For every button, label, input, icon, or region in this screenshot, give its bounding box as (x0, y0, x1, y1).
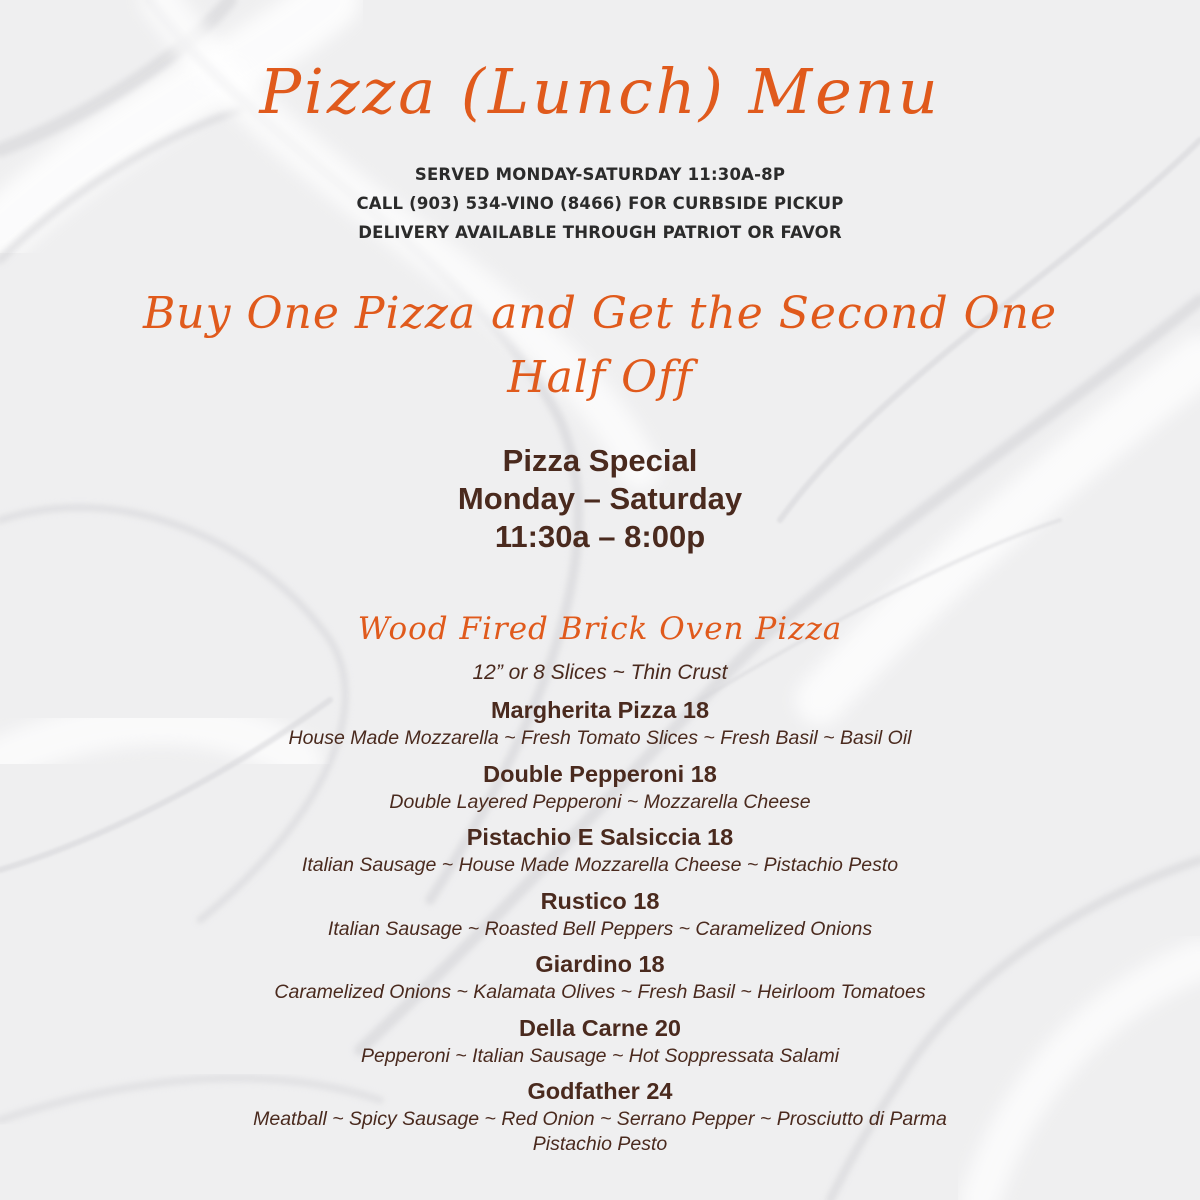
service-hours: SERVED MONDAY-SATURDAY 11:30A-8P (414, 165, 786, 184)
menu-item (0, 885, 1200, 949)
menu-item (0, 821, 1200, 885)
menu-title: Pizza (Lunch) Menu (259, 55, 941, 128)
pizza-special (0, 442, 1200, 556)
item-description: Italian Sausage ~ Roasted Bell Peppers ~ Caramelized Onions (327, 917, 873, 940)
special-hours: 11:30a – 8:00p (494, 519, 706, 554)
promo-line-1: Buy One Pizza and Get the Second One (142, 288, 1058, 339)
special-days: Monday – Saturday (457, 481, 743, 516)
item-description: Pepperoni ~ Italian Sausage ~ Hot Soppressata Salami (360, 1044, 840, 1067)
item-description: Double Layered Pepperoni ~ Mozzarella Cheese (389, 790, 811, 813)
item-description: House Made Mozzarella ~ Fresh Tomato Slices ~ Fresh Basil ~ Basil Oil (288, 727, 912, 749)
menu-item (0, 694, 1200, 758)
item-name: Double Pepperoni 18 (483, 760, 717, 787)
curbside-phone: CALL (903) 534-VINO (8466) FOR CURBSIDE PICKUP (356, 194, 844, 213)
menu-item (0, 1075, 1200, 1155)
menu-items (0, 694, 1200, 1155)
delivery-info: DELIVERY AVAILABLE THROUGH PATRIOT OR FAVOR (358, 223, 842, 242)
item-name: Rustico 18 (540, 887, 660, 914)
item-name: Godfather 24 (527, 1078, 673, 1104)
promo-line-2: Half Off (507, 352, 693, 403)
promo-banner (0, 282, 1200, 410)
item-name: Pistachio E Salsiccia 18 (466, 824, 734, 850)
section-title: Wood Fired Brick Oven Pizza (357, 611, 843, 647)
menu-item (0, 948, 1200, 1012)
item-name: Giardino 18 (535, 951, 665, 977)
item-description: Meatball ~ Spicy Sausage ~ Red Onion ~ Serrano Pepper ~ Prosciutto di Parma (253, 1108, 947, 1130)
item-description: Caramelized Onions ~ Kalamata Olives ~ Fresh Basil ~ Heirloom Tomatoes (274, 981, 926, 1003)
service-info (0, 160, 1200, 247)
item-name: Della Carne 20 (519, 1014, 681, 1041)
item-description-continued: Pistachio Pesto (532, 1133, 668, 1155)
crust-info: 12” or 8 Slices ~ Thin Crust (472, 661, 728, 684)
menu-item (0, 758, 1200, 822)
item-name: Margherita Pizza 18 (490, 697, 710, 723)
item-description: Italian Sausage ~ House Made Mozzarella Cheese ~ Pistachio Pesto (301, 854, 899, 876)
special-title: Pizza Special (502, 443, 698, 478)
menu-item (0, 1012, 1200, 1076)
